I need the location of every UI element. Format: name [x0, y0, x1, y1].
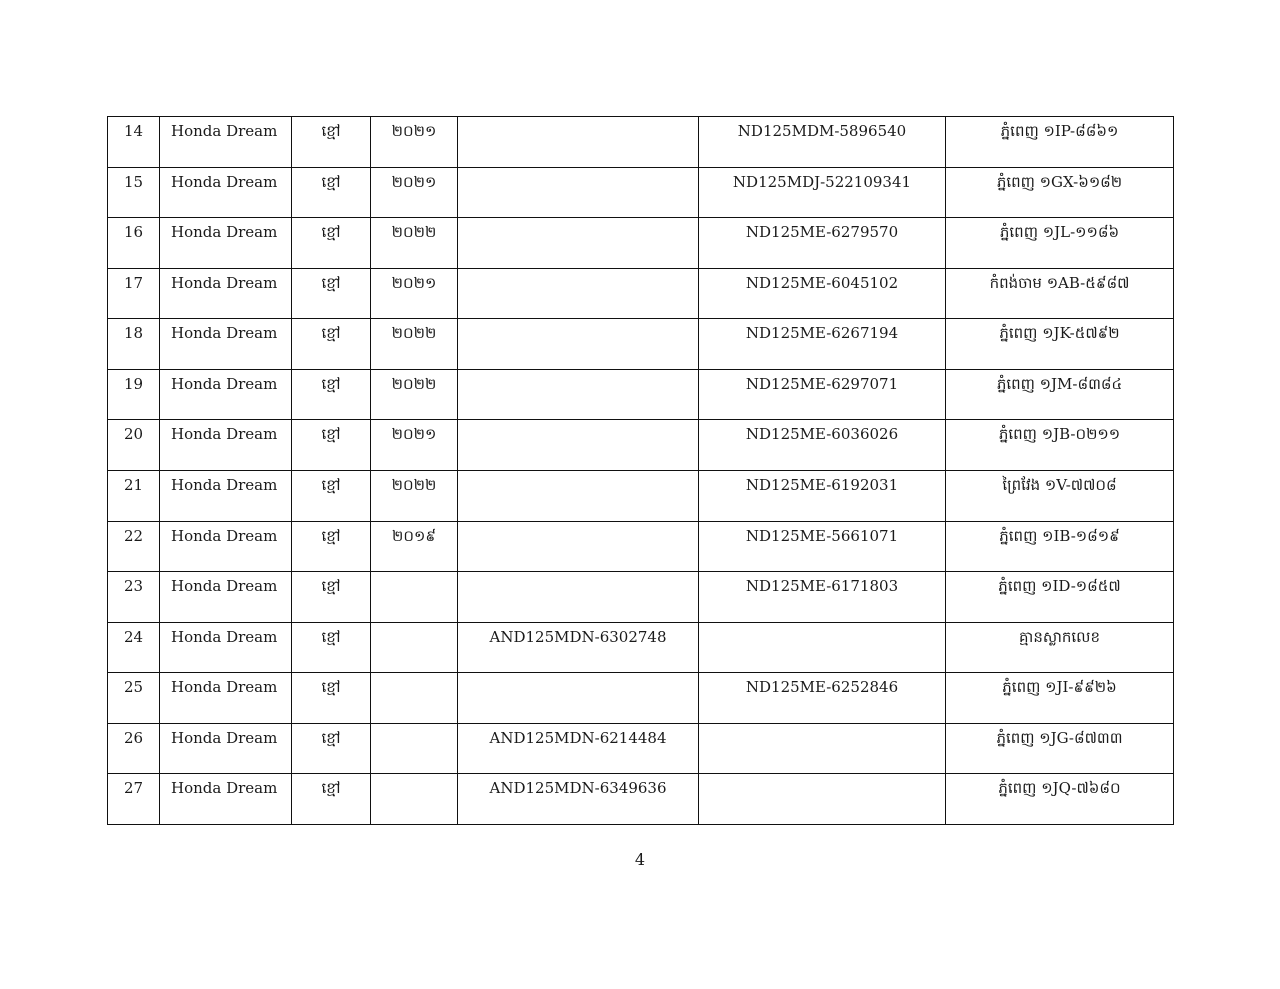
- cell-plate: ភ្នំពេញ ១JM-៨៣៨៤: [946, 369, 1174, 420]
- cell-engine-number: ND125ME-6297071: [699, 369, 946, 420]
- cell-color: ខ្មៅ: [292, 319, 371, 370]
- cell-color: ខ្មៅ: [292, 117, 371, 168]
- cell-frame-number: [458, 369, 699, 420]
- page-number: 4: [634, 850, 646, 869]
- cell-number: 15: [108, 167, 160, 218]
- cell-plate: ភ្នំពេញ ១JL-១១៨៦: [946, 218, 1174, 269]
- cell-year: ២០២២: [371, 369, 458, 420]
- cell-year: [371, 774, 458, 825]
- cell-frame-number: [458, 470, 699, 521]
- cell-frame-number: [458, 167, 699, 218]
- cell-frame-number: [458, 673, 699, 724]
- cell-engine-number: ND125ME-6267194: [699, 319, 946, 370]
- cell-engine-number: [699, 774, 946, 825]
- table-row: [108, 420, 1174, 471]
- cell-model: Honda Dream: [160, 521, 292, 572]
- cell-color: ខ្មៅ: [292, 167, 371, 218]
- cell-number: 27: [108, 774, 160, 825]
- cell-model: Honda Dream: [160, 673, 292, 724]
- cell-number: 21: [108, 470, 160, 521]
- cell-engine-number: ND125MDJ-522109341: [699, 167, 946, 218]
- table-row: [108, 723, 1174, 774]
- cell-number: 19: [108, 369, 160, 420]
- table-row: [108, 521, 1174, 572]
- cell-model: Honda Dream: [160, 218, 292, 269]
- cell-engine-number: [699, 622, 946, 673]
- cell-year: [371, 622, 458, 673]
- cell-engine-number: ND125ME-6036026: [699, 420, 946, 471]
- cell-color: ខ្មៅ: [292, 622, 371, 673]
- cell-engine-number: ND125ME-6192031: [699, 470, 946, 521]
- cell-year: ២០២១: [371, 420, 458, 471]
- cell-frame-number: AND125MDN-6302748: [458, 622, 699, 673]
- cell-engine-number: ND125ME-5661071: [699, 521, 946, 572]
- cell-engine-number: ND125ME-6252846: [699, 673, 946, 724]
- cell-model: Honda Dream: [160, 774, 292, 825]
- cell-frame-number: [458, 117, 699, 168]
- table-row: [108, 218, 1174, 269]
- table-row: [108, 268, 1174, 319]
- cell-plate: ភ្នំពេញ ១GX-៦១៨២: [946, 167, 1174, 218]
- cell-color: ខ្មៅ: [292, 218, 371, 269]
- cell-model: Honda Dream: [160, 420, 292, 471]
- cell-number: 26: [108, 723, 160, 774]
- cell-year: ២០២២: [371, 470, 458, 521]
- table-row: [108, 319, 1174, 370]
- cell-plate: គ្មានស្លាកលេខ: [946, 622, 1174, 673]
- cell-plate: ភ្នំពេញ ១JQ-៧៦៨០: [946, 774, 1174, 825]
- cell-number: 17: [108, 268, 160, 319]
- table-row: [108, 369, 1174, 420]
- table-row: [108, 774, 1174, 825]
- cell-model: Honda Dream: [160, 723, 292, 774]
- cell-year: ២០២១: [371, 268, 458, 319]
- cell-color: ខ្មៅ: [292, 369, 371, 420]
- cell-plate: ភ្នំពេញ ១JG-៨៧៣៣: [946, 723, 1174, 774]
- cell-number: 23: [108, 572, 160, 623]
- cell-year: ២០២១: [371, 167, 458, 218]
- cell-number: 20: [108, 420, 160, 471]
- cell-frame-number: [458, 218, 699, 269]
- cell-number: 24: [108, 622, 160, 673]
- cell-plate: ភ្នំពេញ ១IB-១៨១៩: [946, 521, 1174, 572]
- cell-frame-number: [458, 420, 699, 471]
- cell-color: ខ្មៅ: [292, 673, 371, 724]
- cell-frame-number: AND125MDN-6349636: [458, 774, 699, 825]
- table-row: [108, 470, 1174, 521]
- cell-year: ២០២១: [371, 117, 458, 168]
- cell-plate: កំពង់ចាម ១AB-៥៩៨៧: [946, 268, 1174, 319]
- cell-model: Honda Dream: [160, 622, 292, 673]
- cell-color: ខ្មៅ: [292, 521, 371, 572]
- cell-plate: ព្រៃវែង ១V-៧៧០៨: [946, 470, 1174, 521]
- cell-model: Honda Dream: [160, 572, 292, 623]
- cell-number: 14: [108, 117, 160, 168]
- table-row: [108, 572, 1174, 623]
- cell-plate: ភ្នំពេញ ១JI-៩៩២៦: [946, 673, 1174, 724]
- cell-number: 25: [108, 673, 160, 724]
- cell-number: 22: [108, 521, 160, 572]
- cell-frame-number: AND125MDN-6214484: [458, 723, 699, 774]
- cell-model: Honda Dream: [160, 319, 292, 370]
- vehicle-table: [107, 116, 1174, 825]
- cell-color: ខ្មៅ: [292, 723, 371, 774]
- cell-color: ខ្មៅ: [292, 774, 371, 825]
- cell-color: ខ្មៅ: [292, 470, 371, 521]
- cell-year: [371, 723, 458, 774]
- cell-frame-number: [458, 268, 699, 319]
- cell-model: Honda Dream: [160, 117, 292, 168]
- cell-plate: ភ្នំពេញ ១IP-៨៨៦១: [946, 117, 1174, 168]
- cell-year: [371, 572, 458, 623]
- cell-model: Honda Dream: [160, 369, 292, 420]
- cell-engine-number: ND125ME-6171803: [699, 572, 946, 623]
- cell-number: 18: [108, 319, 160, 370]
- cell-number: 16: [108, 218, 160, 269]
- cell-plate: ភ្នំពេញ ១ID-១៨៥៧: [946, 572, 1174, 623]
- cell-frame-number: [458, 572, 699, 623]
- table-row: [108, 673, 1174, 724]
- cell-year: ២០១៩: [371, 521, 458, 572]
- cell-model: Honda Dream: [160, 268, 292, 319]
- cell-frame-number: [458, 319, 699, 370]
- cell-color: ខ្មៅ: [292, 420, 371, 471]
- cell-color: ខ្មៅ: [292, 572, 371, 623]
- table-row: [108, 622, 1174, 673]
- cell-engine-number: ND125ME-6279570: [699, 218, 946, 269]
- cell-year: ២០២២: [371, 319, 458, 370]
- cell-engine-number: ND125MDM-5896540: [699, 117, 946, 168]
- cell-frame-number: [458, 521, 699, 572]
- cell-year: [371, 673, 458, 724]
- cell-year: ២០២២: [371, 218, 458, 269]
- cell-plate: ភ្នំពេញ ១JK-៥៧៩២: [946, 319, 1174, 370]
- table-row: [108, 167, 1174, 218]
- cell-color: ខ្មៅ: [292, 268, 371, 319]
- table-row: [108, 117, 1174, 168]
- cell-engine-number: ND125ME-6045102: [699, 268, 946, 319]
- cell-model: Honda Dream: [160, 167, 292, 218]
- cell-model: Honda Dream: [160, 470, 292, 521]
- cell-engine-number: [699, 723, 946, 774]
- cell-plate: ភ្នំពេញ ១JB-០២១១: [946, 420, 1174, 471]
